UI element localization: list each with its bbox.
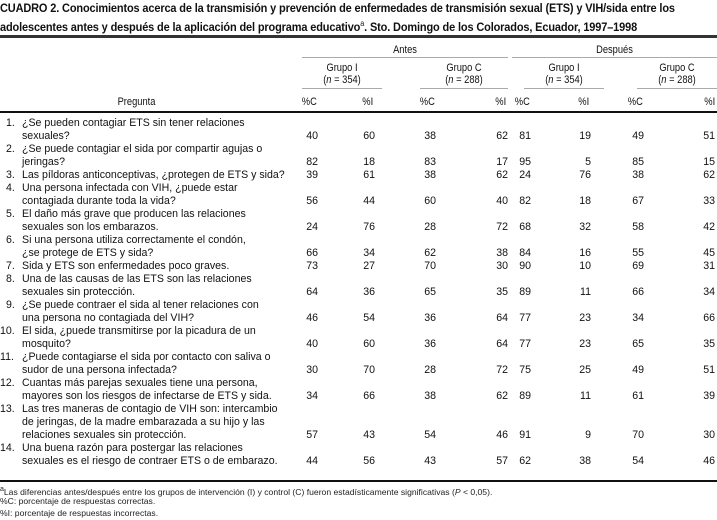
table-row xyxy=(0,442,717,468)
value-cell: 35 xyxy=(703,338,715,350)
group-rule xyxy=(637,88,717,89)
group-name: Grupo I xyxy=(548,62,580,74)
question-text xyxy=(22,403,306,442)
question-text-line: El daño más grave que producen las relaciones xyxy=(22,208,246,220)
question-text xyxy=(22,208,306,234)
question-text xyxy=(22,117,306,143)
value-cell: 30 xyxy=(496,260,508,272)
value-cell: 24 xyxy=(519,169,531,181)
group-n-var: n xyxy=(548,74,554,86)
question-number: 8. xyxy=(6,273,15,285)
question-text xyxy=(22,143,306,169)
group-n-value: = 354) xyxy=(553,74,583,86)
value-cell: 38 xyxy=(632,169,644,181)
table-row xyxy=(0,234,717,260)
question-text-line: Cuantas más parejas sexuales tiene una persona, xyxy=(22,377,258,389)
question-cell xyxy=(6,260,306,273)
group-n-prefix: ( xyxy=(323,74,327,86)
value-cell: 56 xyxy=(306,195,318,207)
group-n-value: = 354) xyxy=(331,74,361,86)
value-cell: 82 xyxy=(306,156,318,168)
table-row xyxy=(0,351,717,377)
value-cell: 64 xyxy=(496,312,508,324)
value-cell: 38 xyxy=(496,247,508,259)
group-n-var: n xyxy=(326,74,332,86)
value-cell: 64 xyxy=(306,286,318,298)
table-row xyxy=(0,169,717,182)
value-cell: 51 xyxy=(703,364,715,376)
value-cell: 19 xyxy=(579,130,591,142)
value-cell: 61 xyxy=(363,169,375,181)
value-cell: 76 xyxy=(363,221,375,233)
question-number: 3. xyxy=(6,169,15,181)
caption-label: CUADRO 2. xyxy=(0,1,60,15)
group-n-var: n xyxy=(661,74,667,86)
value-cell: 70 xyxy=(424,260,436,272)
value-cell: 9 xyxy=(585,429,591,441)
value-cell: 81 xyxy=(519,130,531,142)
group-header xyxy=(642,62,712,86)
question-text-line: de jeringas, de la madre embarazada a su hijo y las xyxy=(22,416,265,428)
footnote-i-definition: %I: porcentaje de respuestas incorrectas. xyxy=(0,508,159,518)
value-cell: 38 xyxy=(424,390,436,402)
value-cell: 62 xyxy=(703,169,715,181)
value-cell: 62 xyxy=(424,247,436,259)
table-row xyxy=(0,403,717,442)
value-cell: 89 xyxy=(519,390,531,402)
group-rule xyxy=(524,88,604,89)
value-cell: 90 xyxy=(519,260,531,272)
caption-title-line2-end: . Sto. Domingo de los Colorados, Ecuador, 1997–1998 xyxy=(364,20,638,35)
subcolumn-header: %I xyxy=(362,96,374,108)
value-cell: 39 xyxy=(306,169,318,181)
value-cell: 62 xyxy=(496,390,508,402)
value-cell: 51 xyxy=(703,130,715,142)
value-cell: 38 xyxy=(424,169,436,181)
value-cell: 39 xyxy=(703,390,715,402)
subcolumn-header: %I xyxy=(495,96,507,108)
value-cell: 45 xyxy=(703,247,715,259)
value-cell: 30 xyxy=(306,364,318,376)
value-cell: 23 xyxy=(579,312,591,324)
value-cell: 69 xyxy=(632,260,644,272)
question-number: 10. xyxy=(0,325,15,337)
value-cell: 77 xyxy=(519,338,531,350)
question-cell xyxy=(0,403,306,442)
value-cell: 16 xyxy=(579,247,591,259)
question-number: 7. xyxy=(6,260,15,272)
question-text xyxy=(22,182,306,208)
table-row xyxy=(0,273,717,299)
value-cell: 33 xyxy=(703,195,715,207)
question-cell xyxy=(6,143,306,169)
value-cell: 11 xyxy=(580,286,591,298)
value-cell: 55 xyxy=(632,247,644,259)
question-text-line: contagiada durante toda la vida? xyxy=(22,195,176,207)
value-cell: 31 xyxy=(703,260,715,272)
question-text-line: Si una persona utiliza correctamente el condón, xyxy=(22,234,246,246)
table-bottom-rule xyxy=(0,480,717,482)
table-body xyxy=(0,117,717,468)
group-n-value: = 288) xyxy=(453,74,483,86)
group-name: Grupo C xyxy=(446,62,482,74)
table-row xyxy=(0,117,717,143)
question-text-line: ¿se protege de ETS y sida? xyxy=(22,247,154,259)
subcolumn-header: %C xyxy=(301,96,317,108)
value-cell: 91 xyxy=(519,429,531,441)
question-number: 14. xyxy=(0,442,15,454)
value-cell: 54 xyxy=(363,312,375,324)
subcolumn-header: %C xyxy=(514,96,530,108)
question-cell xyxy=(0,377,306,403)
question-number: 12. xyxy=(0,377,15,389)
value-cell: 42 xyxy=(703,221,715,233)
question-cell xyxy=(6,182,306,208)
question-number: 4. xyxy=(6,182,15,194)
question-text-line: Una de las causas de las ETS son las relaciones xyxy=(22,273,252,285)
value-cell: 36 xyxy=(363,286,375,298)
question-text xyxy=(22,273,306,299)
question-text-line: Una buena razón para postergar las relaciones xyxy=(22,442,243,454)
value-cell: 77 xyxy=(519,312,531,324)
period-header-despues: Después xyxy=(596,44,633,56)
value-cell: 84 xyxy=(519,247,531,259)
question-text xyxy=(22,299,306,325)
value-cell: 43 xyxy=(363,429,375,441)
value-cell: 18 xyxy=(363,156,375,168)
value-cell: 10 xyxy=(579,260,591,272)
table-header-rule xyxy=(0,111,717,113)
question-text-line: Una persona infectada con VIH, ¿puede estar xyxy=(22,182,238,194)
question-text-line: sexuales sin protección. xyxy=(22,286,136,298)
value-cell: 85 xyxy=(632,156,644,168)
question-column-header: Pregunta xyxy=(117,96,156,108)
value-cell: 60 xyxy=(424,195,436,207)
value-cell: 70 xyxy=(632,429,644,441)
value-cell: 44 xyxy=(306,455,318,467)
value-cell: 34 xyxy=(703,286,715,298)
value-cell: 73 xyxy=(306,260,318,272)
value-cell: 54 xyxy=(424,429,436,441)
group-n-prefix: ( xyxy=(658,74,662,86)
question-number: 13. xyxy=(0,403,15,415)
value-cell: 58 xyxy=(632,221,644,233)
question-text-line: relaciones sexuales sin protección. xyxy=(22,429,187,441)
value-cell: 11 xyxy=(580,390,591,402)
question-text xyxy=(22,234,306,260)
question-text-line: sexuales son los embarazos. xyxy=(22,221,159,233)
question-cell xyxy=(0,351,306,377)
value-cell: 57 xyxy=(306,429,318,441)
question-number: 2. xyxy=(6,143,15,155)
group-header xyxy=(425,62,502,86)
question-text xyxy=(22,351,306,377)
question-text-line: Sida y ETS son enfermedades poco graves. xyxy=(22,260,230,272)
value-cell: 66 xyxy=(306,247,318,259)
value-cell: 70 xyxy=(363,364,375,376)
question-text xyxy=(22,442,306,468)
value-cell: 32 xyxy=(579,221,591,233)
question-text-line: sexuales es el riesgo de contraer ETS o de embarazo. xyxy=(22,455,278,467)
value-cell: 36 xyxy=(424,312,436,324)
group-name: Grupo C xyxy=(659,62,695,74)
value-cell: 28 xyxy=(424,364,436,376)
value-cell: 60 xyxy=(363,130,375,142)
group-n-prefix: ( xyxy=(445,74,449,86)
group-rule xyxy=(420,88,508,89)
question-text-line: ¿Se pueden contagiar ETS sin tener relaciones xyxy=(22,117,245,129)
value-cell: 56 xyxy=(363,455,375,467)
value-cell: 34 xyxy=(632,312,644,324)
footnote-mark: a xyxy=(0,486,4,493)
value-cell: 40 xyxy=(306,338,318,350)
question-number: 11. xyxy=(0,351,14,363)
footnote-c-definition: %C: porcentaje de respuestas correctas. xyxy=(0,496,156,506)
value-cell: 25 xyxy=(579,364,591,376)
value-cell: 44 xyxy=(363,195,375,207)
value-cell: 46 xyxy=(306,312,318,324)
table-top-rule xyxy=(0,35,717,38)
value-cell: 43 xyxy=(424,455,436,467)
question-text xyxy=(22,377,306,403)
value-cell: 24 xyxy=(306,221,318,233)
value-cell: 35 xyxy=(496,286,508,298)
caption-footnote-mark: a xyxy=(360,19,365,28)
question-number: 6. xyxy=(6,234,15,246)
question-text-line: ¿Se puede contagiar el sida por compartir agujas o xyxy=(22,143,263,155)
period-header-antes: Antes xyxy=(393,44,417,56)
question-text-line: mosquito? xyxy=(22,338,71,350)
question-text-line: sexuales? xyxy=(22,130,70,142)
footnote-text-end: < 0,05). xyxy=(460,486,493,497)
question-text-line: una persona no contagiada del VIH? xyxy=(22,312,194,324)
question-text-line: jeringas? xyxy=(22,156,65,168)
value-cell: 65 xyxy=(424,286,436,298)
question-number: 1. xyxy=(6,117,15,129)
value-cell: 66 xyxy=(703,312,715,324)
table-row xyxy=(0,260,717,273)
value-cell: 40 xyxy=(496,195,508,207)
question-cell xyxy=(6,299,306,325)
group-header xyxy=(529,62,599,86)
question-number: 5. xyxy=(6,208,15,220)
table-caption xyxy=(0,1,717,35)
question-text-line: sudor de una persona infectada? xyxy=(22,364,177,376)
value-cell: 76 xyxy=(579,169,591,181)
table-row xyxy=(0,182,717,208)
value-cell: 82 xyxy=(519,195,531,207)
subcolumn-header: %I xyxy=(578,96,590,108)
caption-title-line2: adolescentes antes y después de la aplicación del programa educativo xyxy=(0,20,361,35)
period-rule-antes xyxy=(302,57,508,58)
value-cell: 34 xyxy=(306,390,318,402)
group-header xyxy=(307,62,377,86)
value-cell: 75 xyxy=(519,364,531,376)
value-cell: 62 xyxy=(496,130,508,142)
value-cell: 64 xyxy=(496,338,508,350)
question-cell xyxy=(6,208,306,234)
value-cell: 46 xyxy=(496,429,508,441)
value-cell: 89 xyxy=(519,286,531,298)
value-cell: 83 xyxy=(424,156,436,168)
question-cell xyxy=(0,442,306,468)
group-rule xyxy=(302,88,382,89)
value-cell: 38 xyxy=(579,455,591,467)
question-number: 9. xyxy=(6,299,15,311)
question-text-line: El sida, ¿puede transmitirse por la picadura de un xyxy=(22,325,256,337)
value-cell: 72 xyxy=(496,364,508,376)
question-text xyxy=(22,260,306,273)
group-n-value: = 288) xyxy=(666,74,696,86)
value-cell: 36 xyxy=(424,338,436,350)
value-cell: 66 xyxy=(632,286,644,298)
value-cell: 30 xyxy=(703,429,715,441)
value-cell: 40 xyxy=(306,130,318,142)
value-cell: 23 xyxy=(579,338,591,350)
value-cell: 61 xyxy=(632,390,644,402)
question-cell xyxy=(0,325,306,351)
table-row xyxy=(0,208,717,234)
question-text xyxy=(22,169,306,182)
value-cell: 60 xyxy=(363,338,375,350)
table-row xyxy=(0,299,717,325)
question-text-line: mayores son los riesgos de infectarse de ETS y sida. xyxy=(22,390,272,402)
caption-title-line1: Conocimientos acerca de la transmisión y prevención de enfermedades de transmisión sexual (ETS) y VIH/sida entre los xyxy=(62,1,675,15)
table-row xyxy=(0,325,717,351)
question-text-line: ¿Se puede contraer el sida al tener relaciones con xyxy=(22,299,259,311)
value-cell: 95 xyxy=(519,156,531,168)
table-row xyxy=(0,143,717,169)
value-cell: 57 xyxy=(496,455,508,467)
value-cell: 62 xyxy=(519,455,531,467)
value-cell: 34 xyxy=(363,247,375,259)
value-cell: 27 xyxy=(363,260,375,272)
value-cell: 5 xyxy=(585,156,591,168)
value-cell: 18 xyxy=(579,195,591,207)
subcolumn-header: %C xyxy=(419,96,435,108)
value-cell: 38 xyxy=(424,130,436,142)
value-cell: 67 xyxy=(632,195,644,207)
value-cell: 15 xyxy=(703,156,715,168)
footnote-p: P xyxy=(454,486,461,497)
value-cell: 46 xyxy=(703,455,715,467)
question-text-line: Las píldoras anticonceptivas, ¿protegen de ETS y sida? xyxy=(22,169,285,181)
table-row xyxy=(0,377,717,403)
value-cell: 17 xyxy=(496,156,508,168)
value-cell: 72 xyxy=(496,221,508,233)
value-cell: 28 xyxy=(424,221,436,233)
value-cell: 49 xyxy=(632,130,644,142)
question-cell xyxy=(6,273,306,299)
group-name: Grupo I xyxy=(326,62,358,74)
question-text xyxy=(22,325,306,351)
question-cell xyxy=(6,169,306,182)
value-cell: 62 xyxy=(496,169,508,181)
value-cell: 54 xyxy=(632,455,644,467)
value-cell: 65 xyxy=(632,338,644,350)
value-cell: 68 xyxy=(519,221,531,233)
value-cell: 49 xyxy=(632,364,644,376)
period-rule-despues xyxy=(512,57,717,58)
footnote-text: Las diferencias antes/después entre los grupos de intervención (I) y control (C) fueron estadísticamente significativas ( xyxy=(3,486,455,497)
subcolumn-header: %I xyxy=(704,96,716,108)
group-n-prefix: ( xyxy=(545,74,549,86)
value-cell: 66 xyxy=(363,390,375,402)
question-text-line: Las tres maneras de contagio de VIH son: intercambio xyxy=(22,403,278,415)
question-cell xyxy=(6,234,306,260)
question-text-line: ¿Puede contagiarse el sida por contacto con saliva o xyxy=(22,351,271,363)
group-n-var: n xyxy=(448,74,454,86)
subcolumn-header: %C xyxy=(627,96,643,108)
question-cell xyxy=(6,117,306,143)
